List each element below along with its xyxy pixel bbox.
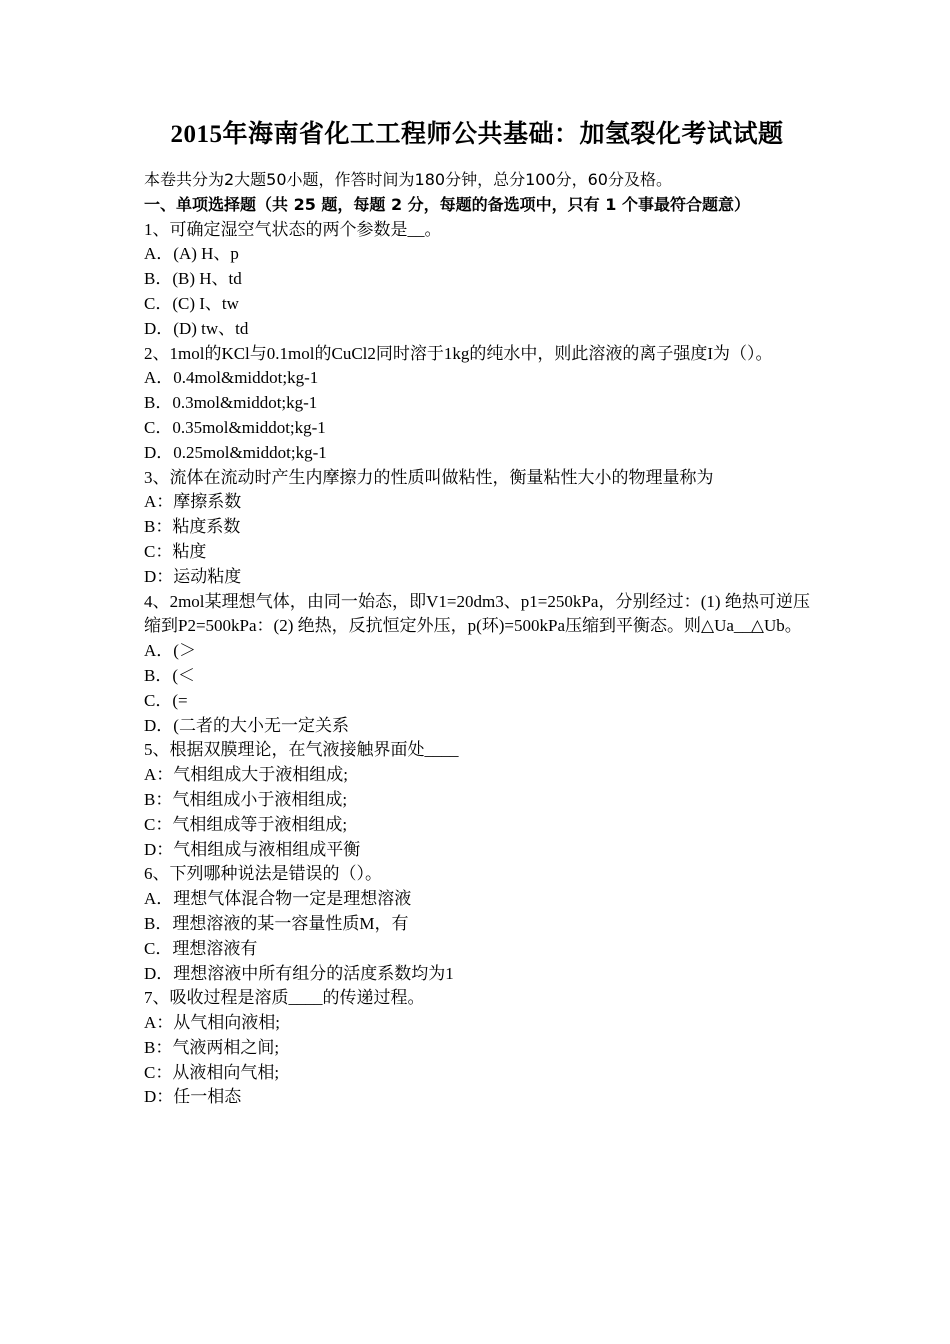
option-b: B．理想溶液的某一容量性质M，有 (144, 913, 409, 933)
option-c: C：粘度 (144, 541, 207, 561)
option-a: A：摩擦系数 (144, 492, 242, 512)
option-b: B．(B) H、td (144, 269, 242, 289)
question-stem: 4、2mol某理想气体，由同一始态，即V1=20dm3、p1=250kPa，分别经过：(1) 绝热可逆压缩到P2=500kPa：(2) 绝热，反抗恒定外压，p(环)=500kPa压缩到平衡态。则△Ua__△Ub。 (144, 591, 810, 636)
document-page (144, 118, 810, 1110)
question-stem: 6、下列哪种说法是错误的（）。 (144, 864, 382, 884)
option-b: B．(＜ (144, 665, 195, 685)
option-d: D：运动粘度 (144, 566, 242, 586)
question-6 (144, 862, 810, 986)
option-b: B：气相组成小于液相组成; (144, 789, 348, 809)
option-c: C：从液相向气相; (144, 1062, 280, 1082)
option-c: C．0.35mol&middot;kg-1 (144, 417, 326, 437)
option-c: C．(C) I、tw (144, 293, 239, 313)
question-stem: 7、吸收过程是溶质____的传递过程。 (144, 988, 425, 1008)
option-c: C．(= (144, 690, 188, 710)
question-stem: 5、根据双膜理论，在气液接触界面处____ (144, 740, 459, 760)
question-stem: 2、1mol的KCl与0.1mol的CuCl2同时溶于1kg的纯水中，则此溶液的离子强度I为（）。 (144, 343, 773, 363)
option-d: D．理想溶液中所有组分的活度系数均为1 (144, 963, 454, 983)
option-d: D：气相组成与液相组成平衡 (144, 839, 361, 859)
option-a: A：气相组成大于液相组成; (144, 765, 348, 785)
option-c: C．理想溶液有 (144, 938, 258, 958)
question-2 (144, 342, 810, 466)
question-1 (144, 218, 810, 342)
question-4 (144, 590, 810, 739)
option-a: A．0.4mol&middot;kg-1 (144, 368, 319, 388)
option-d: D．(二者的大小无一定关系 (144, 715, 349, 735)
option-d: D：任一相态 (144, 1087, 242, 1107)
question-stem: 1、可确定湿空气状态的两个参数是__。 (144, 219, 442, 239)
option-b: B：气液两相之间; (144, 1037, 280, 1057)
option-a: A．理想气体混合物一定是理想溶液 (144, 889, 412, 909)
question-3 (144, 466, 810, 590)
option-d: D．(D) tw、td (144, 318, 249, 338)
option-a: A：从气相向液相; (144, 1013, 280, 1033)
question-stem: 3、流体在流动时产生内摩擦力的性质叫做粘性，衡量粘性大小的物理量称为 (144, 467, 714, 487)
option-d: D．0.25mol&middot;kg-1 (144, 442, 327, 462)
question-5 (144, 738, 810, 862)
option-c: C：气相组成等于液相组成; (144, 814, 348, 834)
section-heading: 一、单项选择题（共 25 题，每题 2 分，每题的备选项中，只有 1 个事最符合题意） (144, 194, 750, 214)
document-title: 2015年海南省化工工程师公共基础：加氢裂化考试试题 (170, 121, 784, 148)
option-a: A．(＞ (144, 641, 196, 661)
exam-intro: 本卷共分为2大题50小题，作答时间为180分钟，总分100分，60分及格。 (144, 170, 672, 189)
option-b: B：粘度系数 (144, 517, 241, 537)
option-a: A．(A) H、p (144, 244, 239, 264)
option-b: B．0.3mol&middot;kg-1 (144, 393, 318, 413)
question-7 (144, 986, 810, 1110)
